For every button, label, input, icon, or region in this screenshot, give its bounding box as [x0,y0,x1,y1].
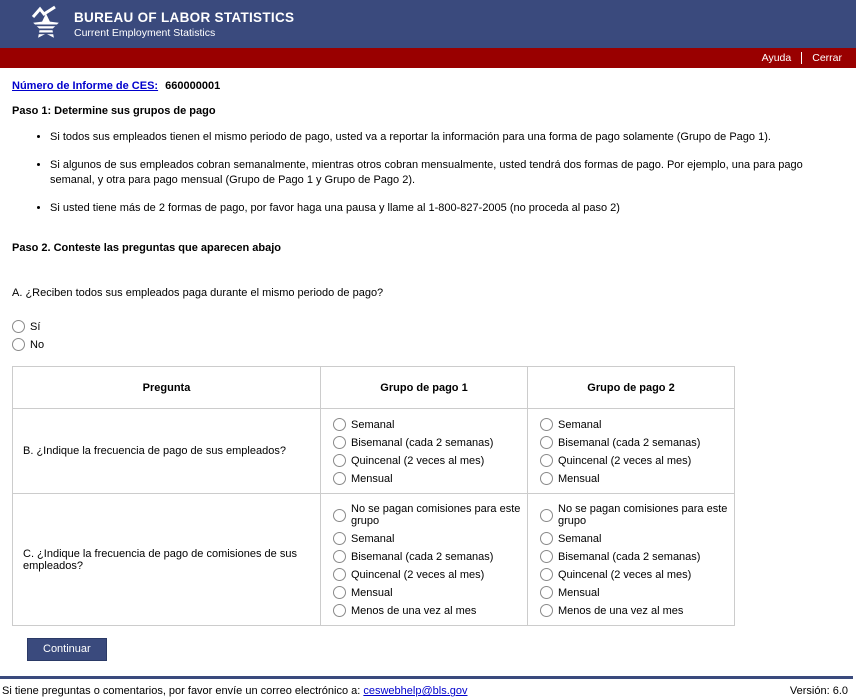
radio-option[interactable] [333,436,523,449]
option-label: No se pagan comisiones para este grupo [351,503,521,528]
question-c-group1-options [321,494,528,626]
cerrar-link[interactable]: Cerrar [812,52,842,64]
option-label: Semanal [351,532,395,545]
radio-option[interactable] [333,586,523,599]
pay-groups-table [12,366,735,626]
table-row [13,409,735,494]
radio-option[interactable] [540,532,730,545]
radio-option[interactable] [333,532,523,545]
step1-bullet-list [36,130,844,215]
option-label: Quincenal (2 veces al mes) [558,568,692,581]
header-titles [74,10,294,39]
c-group1-bisemanal-radio[interactable] [333,550,346,563]
question-a-yes-radio[interactable] [12,320,25,333]
step1-heading: Paso 1: Determine sus grupos de pago [12,105,216,117]
option-label: Menos de una vez al mes [558,604,684,617]
step1-bullet: • Si usted tiene más de 2 formas de pago, por favor haga una pausa y llame al 1-800-827-2005 (no proceda al paso 2) [50,201,844,216]
footer-help-text [2,685,468,697]
radio-option[interactable] [540,586,730,599]
report-number-value: 660000001 [165,80,221,92]
option-label: Quincenal (2 veces al mes) [351,454,485,467]
main-content [0,68,856,661]
option-label: Bisemanal (cada 2 semanas) [558,436,701,449]
option-label: Semanal [351,418,395,431]
radio-option[interactable] [333,454,523,467]
option-label: Bisemanal (cada 2 semanas) [351,436,494,449]
step2-heading: Paso 2. Conteste las preguntas que aparecen abajo [12,242,281,255]
question-b-group2-options [528,409,735,494]
col-header-pregunta: Pregunta [13,367,321,409]
col-header-grupo2: Grupo de pago 2 [528,367,735,409]
c-group1-quincenal-radio[interactable] [333,568,346,581]
step1-bullet: • Si algunos de sus empleados cobran semanalmente, mientras otros cobran mensualmente, usted tendrá dos formas de pago. Por ejemplo, una para pago semanal, y otra para pago mensual (Grupo de Pago 1 y Grupo de Pago 2). [50,158,844,188]
option-label: Mensual [351,472,393,485]
footer-version: Versión: 6.0 [789,685,848,697]
c-group1-nocomisiones-radio[interactable] [333,509,346,522]
option-label: Menos de una vez al mes [351,604,477,617]
question-a-yes-label: Sí [30,320,41,333]
ayuda-link[interactable]: Ayuda [761,52,792,64]
option-label: Semanal [558,532,602,545]
c-group1-mensual-radio[interactable] [333,586,346,599]
radio-option[interactable] [333,418,523,431]
agency-title: BUREAU OF LABOR STATISTICS [74,9,295,25]
step1-bullet: • Si todos sus empleados tienen el mismo periodo de pago, usted va a reportar la información para una forma de pago solamente (Grupo de Pago 1). [50,130,844,145]
option-label: Bisemanal (cada 2 semanas) [558,550,701,563]
c-group1-semanal-radio[interactable] [333,532,346,545]
continuar-button[interactable]: Continuar [27,638,107,661]
question-a-no-radio[interactable] [12,338,25,351]
radio-option[interactable] [540,454,730,467]
report-number-link[interactable]: Número de Informe de CES: [12,80,159,92]
c-group1-menosunavez-radio[interactable] [333,604,346,617]
c-group2-bisemanal-radio[interactable] [540,550,553,563]
radio-option[interactable] [333,550,523,563]
c-group2-mensual-radio[interactable] [540,586,553,599]
radio-option[interactable] [540,436,730,449]
option-label: Quincenal (2 veces al mes) [351,568,485,581]
footer-email-link[interactable]: ceswebhelp@bls.gov [363,685,468,697]
question-b-text: B. ¿Indique la frecuencia de pago de sus empleados? [13,409,321,494]
table-row [13,494,735,626]
radio-option[interactable] [540,604,730,617]
question-b-group1-options [321,409,528,494]
option-label: Mensual [351,586,393,599]
b-group2-semanal-radio[interactable] [540,418,553,431]
option-label: No se pagan comisiones para este grupo [558,503,728,528]
question-a-option-yes[interactable] [12,320,844,333]
table-header-row [13,367,735,409]
radio-option[interactable] [333,568,523,581]
b-group2-bisemanal-radio[interactable] [540,436,553,449]
question-a-no-label: No [30,338,45,351]
b-group2-mensual-radio[interactable] [540,472,553,485]
nav-separator [801,52,802,64]
question-a-text: A. ¿Reciben todos sus empleados paga durante el mismo periodo de pago? [12,287,384,300]
radio-option[interactable] [333,604,523,617]
program-subtitle: Current Employment Statistics [74,26,216,39]
option-label: Mensual [558,586,600,599]
c-group2-quincenal-radio[interactable] [540,568,553,581]
c-group2-nocomisiones-radio[interactable] [540,509,553,522]
option-label: Quincenal (2 veces al mes) [558,454,692,467]
page-footer [0,679,856,697]
radio-option[interactable] [540,503,730,527]
b-group1-semanal-radio[interactable] [333,418,346,431]
app-header [0,0,856,48]
question-a-options [12,320,844,351]
option-label: Mensual [558,472,600,485]
question-c-group2-options [528,494,735,626]
c-group2-semanal-radio[interactable] [540,532,553,545]
report-number-line [12,80,844,92]
c-group2-menosunavez-radio[interactable] [540,604,553,617]
bls-star-logo-icon [27,4,65,44]
option-label: Bisemanal (cada 2 semanas) [351,550,494,563]
radio-option[interactable] [540,550,730,563]
b-group2-quincenal-radio[interactable] [540,454,553,467]
radio-option[interactable] [540,568,730,581]
radio-option[interactable] [540,472,730,485]
radio-option[interactable] [333,472,523,485]
radio-option[interactable] [333,503,523,527]
b-group1-mensual-radio[interactable] [333,472,346,485]
col-header-grupo1: Grupo de pago 1 [321,367,528,409]
radio-option[interactable] [540,418,730,431]
question-a-option-no[interactable] [12,338,844,351]
footer-help-label: Si tiene preguntas o comentarios, por favor envíe un correo electrónico a: [2,685,361,697]
top-nav-bar [0,48,856,68]
b-group1-bisemanal-radio[interactable] [333,436,346,449]
option-label: Semanal [558,418,602,431]
b-group1-quincenal-radio[interactable] [333,454,346,467]
question-c-text: C. ¿Indique la frecuencia de pago de comisiones de sus empleados? [13,494,321,626]
